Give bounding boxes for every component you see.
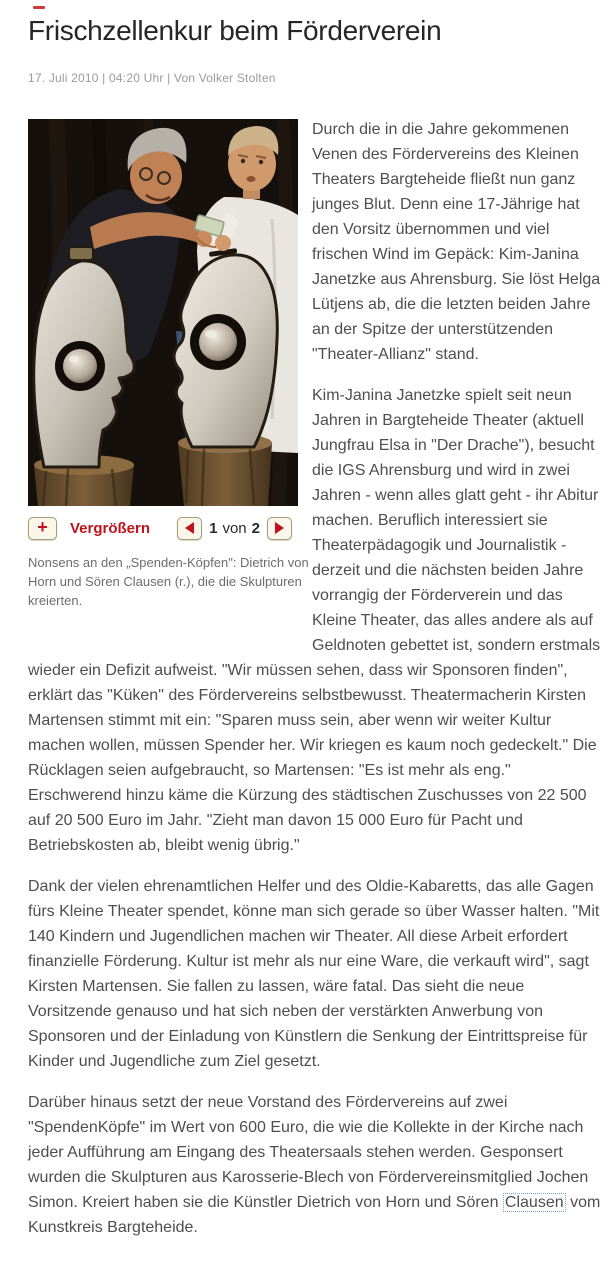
photo-caption: Nonsens an den „Spenden-Köpfen": Dietrich von Horn und Sören Clausen (r.), die die Skulpturen kreierten. — [28, 555, 309, 608]
article-paragraph-1: Durch die in die Jahre gekommenen Venen des Fördervereins des Kleinen Theaters Bargteheide fließt nun ganz junges Blut. Denn eine 17-Jährige hat den Vorsitz übernommen und viel frischen Wind im Gepäck: Kim-Janina Janetzke aus Ahrensburg. Sie löst Helga Lütjens ab, die die letzten beiden Jahre an der Spitze der unterstützenden "Theater-Allianz" stand. — [312, 121, 601, 363]
article-paragraph-4 — [28, 1090, 602, 1240]
article-photo[interactable] — [28, 119, 298, 506]
photo-controls — [28, 515, 292, 541]
prev-button[interactable] — [177, 517, 202, 540]
triangle-right-icon — [275, 522, 284, 534]
triangle-left-icon — [185, 522, 194, 534]
article-paragraph-3: Dank der vielen ehrenamtlichen Helfer und des Oldie-Kabaretts, das alle Gagen fürs Kleine Theater spendet, könne man sich gerade so über Wasser halten. "Mit 140 Kindern und Jugendlichen machen wir Theater. All diese Arbeit erfordert finanzielle Förderung. Kultur ist mehr als nur eine Ware, die verkauft wird", sagt Kirsten Martensen. Sie fallen zu lassen, wäre fatal. Das sieht die neue Vorsitzende genauso und hat sich neben der verstärkten Anwerbung von Sponsoren und der Einladung von Künstlern die Senkung der Eintrittspreise für Kinder und Jugendliche zum Ziel gesetzt. — [28, 878, 600, 1070]
pager-total: 2 — [251, 519, 260, 537]
plus-icon: + — [37, 517, 48, 537]
pager-current: 1 — [209, 519, 218, 537]
article-paragraph-2: Kim-Janina Janetzke spielt seit neun Jahren in Bargteheide Theater (aktuell Jungfrau Elsa in "Der Drache"), besucht die IGS Ahrensburg und wird in zwei Jahren - wenn alles glatt geht - ihr Abitur machen. Beruflich interessiert sie Theaterpädagogik und Journalistik - derzeit und die nächsten beiden Jahre vorrangig der Förderverein und das Kleine Theater, das alles andere als auf Geldnoten gebettet ist, sondern erstmals wieder ein Defizit aufweist. "Wir müssen sehen, dass wir Sponsoren finden", erklärt das "Küken" des Fördervereins selbstbewusst. Theatermacherin Kirsten Martensen stimmt mit ein: "Sparen muss sein, aber wenn wir weiter Kultur machen wollen, müssen Spender her. Wir kriegen es kaum noch gedeckelt." Die Rücklagen seien aufgebraucht, so Martensen: "Es ist mehr als eng." Erschwerend hinzu käme die Kürzung des städtischen Zuschusses von 22 500 auf 20 500 Euro im Jahr. "Zieht man davon 15 000 Euro für Pacht und Betriebskosten ab, bleibt wenig übrig." — [28, 387, 601, 854]
next-button[interactable] — [267, 517, 292, 540]
enlarge-button[interactable] — [28, 517, 57, 540]
paragraph-4-text-after: vom Kunstkreis Bargteheide. — [28, 1194, 601, 1236]
article-body — [28, 117, 602, 1240]
article-figure — [28, 119, 312, 610]
paragraph-4-text-before: Darüber hinaus setzt der neue Vorstand des Fördervereins auf zwei "SpendenKöpfe" im Wert von 600 Euro, die wie die Kollekte in der Kirche nach jeder Aufführung am Eingang des Theatersaals stehen werden. Gesponsert wurden die Skulpturen aus Karosserie-Blech von Fördervereinsmitglied Jochen Simon. Kreiert haben sie die Künstler Dietrich von Horn und Sören — [28, 1094, 589, 1211]
article-meta: 17. Juli 2010 | 04:20 Uhr | Von Volker Stolten — [28, 71, 276, 85]
enlarge-label[interactable]: Vergrößern — [70, 519, 151, 537]
pager-text — [209, 516, 260, 541]
page-title: Frischzellenkur beim Förderverein — [28, 15, 442, 46]
photo-pager — [177, 516, 292, 541]
clausen-highlight[interactable]: Clausen — [504, 1194, 564, 1211]
red-dash-decoration — [33, 6, 45, 9]
pager-separator: von — [222, 519, 247, 537]
